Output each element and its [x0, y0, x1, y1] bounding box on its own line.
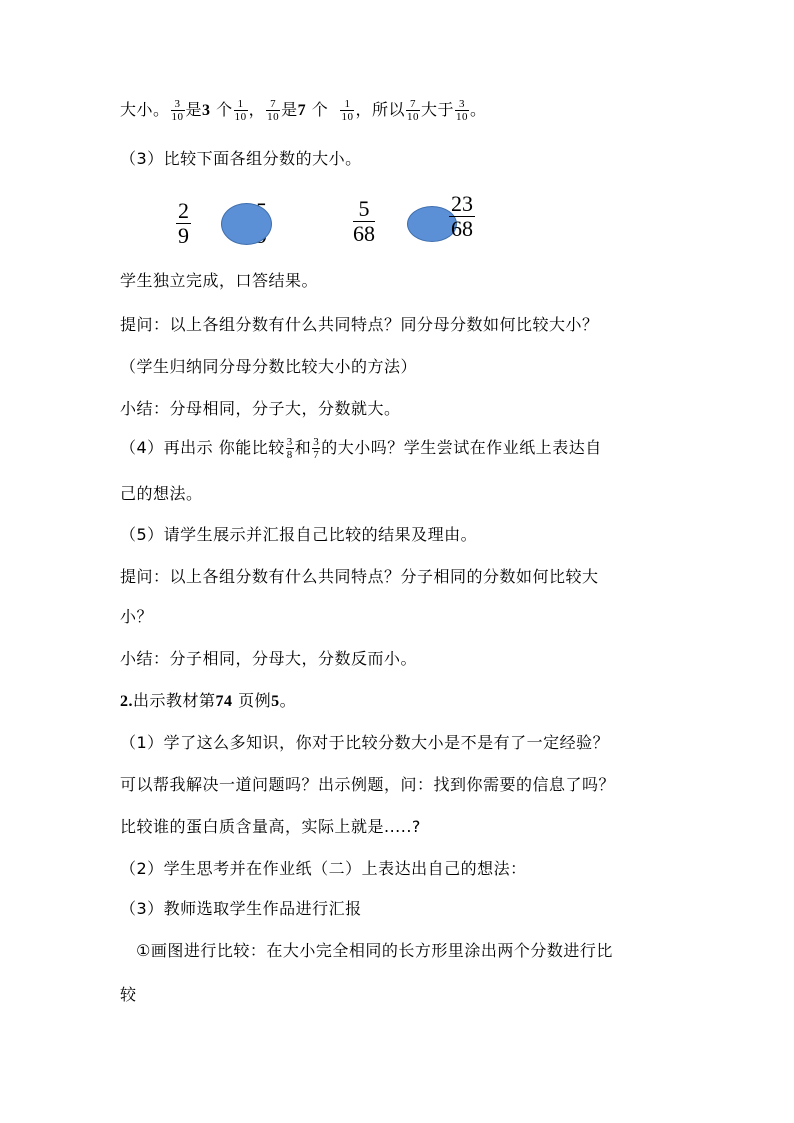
text-segment: 是 — [281, 100, 298, 119]
text-segment: 和 — [294, 438, 312, 457]
number: 7 — [297, 102, 307, 119]
paragraph: 小？ — [120, 607, 154, 626]
fraction-23-68: $\frac{23}{68}$ — [451, 191, 473, 241]
paragraph: 学生独立完成，口答结果。 — [120, 271, 319, 290]
paragraph: 小结：分母相同，分子大，分数就大。 — [120, 399, 401, 418]
fraction: $\frac{1}{10}$ — [234, 98, 247, 123]
text-segment: ， — [248, 100, 266, 119]
fraction-2-9: $\frac{2}{9}$ — [178, 198, 189, 248]
paragraph: 较 — [120, 985, 137, 1004]
paragraph: （5）请学生展示并汇报自己比较的结果及理由。 — [120, 525, 478, 544]
text-segment: （4）再出示 你能比较 — [120, 438, 285, 457]
fraction: $\frac{3}{10}$ — [171, 98, 184, 123]
paragraph: 提问：以上各组分数有什么共同特点？分子相同的分数如何比较大 — [120, 567, 599, 586]
text-segment: ，所以 — [355, 100, 405, 119]
paragraph: 小结：分子相同，分母大，分数反而小。 — [120, 649, 418, 668]
paragraph: （学生归纳同分母分数比较大小的方法） — [120, 357, 418, 376]
fraction: $\frac{7}{10}$ — [267, 98, 280, 123]
paragraph — [120, 436, 602, 461]
answer-blank-oval[interactable] — [221, 203, 272, 245]
fraction: $\frac{3}{8}$ — [286, 436, 293, 461]
section-heading: 2.出示教材第74 页例5。 — [120, 691, 297, 710]
fraction: $\frac{3}{10}$ — [455, 98, 468, 123]
text-segment: 大小。 — [120, 100, 170, 119]
fraction: $\frac{7}{10}$ — [406, 98, 419, 123]
paragraph: 己的想法。 — [120, 484, 203, 503]
text-segment: 个 — [216, 100, 233, 119]
paragraph: （2）学生思考并在作业纸（二）上表达出自己的想法： — [120, 859, 527, 878]
number: 3 — [202, 102, 211, 119]
paragraph: （3）教师选取学生作品进行汇报 — [120, 899, 362, 918]
fraction: $\frac{1}{10}$ — [341, 98, 354, 123]
paragraph: 可以帮我解决一道问题吗？出示例题，问：找到你需要的信息了吗？ — [120, 775, 616, 794]
text-segment: 个 — [311, 100, 329, 119]
fraction-5-68: $\frac{5}{68}$ — [353, 196, 375, 246]
paragraph: （3）比较下面各组分数的大小。 — [120, 149, 362, 168]
paragraph: ①画图进行比较：在大小完全相同的长方形里涂出两个分数进行比 — [136, 941, 613, 960]
paragraph: （1）学了这么多知识，你对于比较分数大小是不是有了一定经验？ — [120, 733, 610, 752]
paragraph: 比较谁的蛋白质含量高，实际上就是.....? — [120, 817, 421, 836]
line-fraction-explanation — [120, 98, 487, 123]
paragraph: 提问：以上各组分数有什么共同特点？同分母分数如何比较大小？ — [120, 315, 599, 334]
fraction: $\frac{3}{7}$ — [313, 436, 320, 461]
text-segment: 的大小吗？学生尝试在作业纸上表达自 — [321, 438, 602, 457]
text-segment: 。 — [469, 100, 487, 119]
text-segment: 是 — [185, 100, 203, 119]
text-segment: 大于 — [420, 100, 454, 119]
